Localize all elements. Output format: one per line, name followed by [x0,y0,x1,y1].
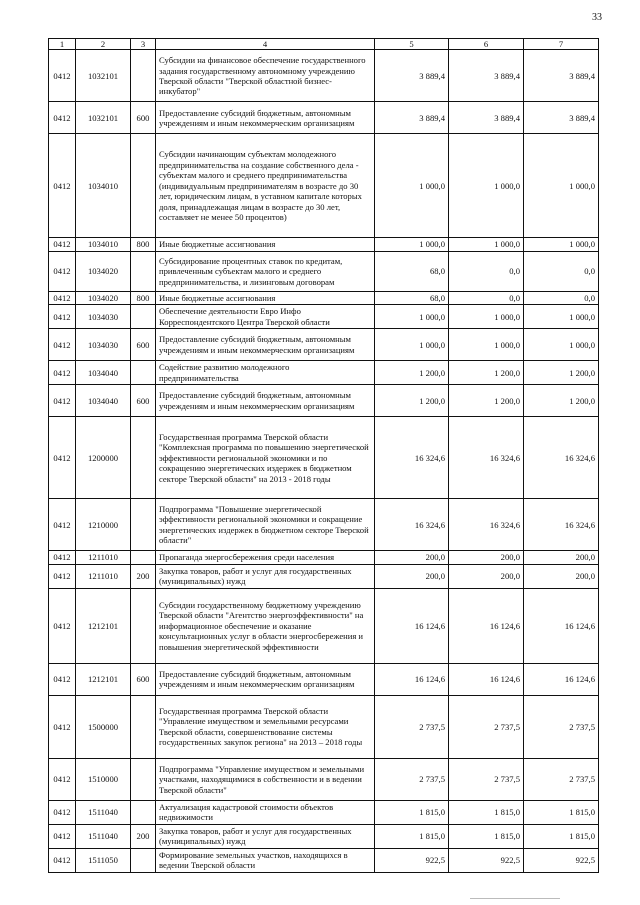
amount-col7-cell: 16 324,6 [524,417,599,499]
amount-col6-cell: 16 324,6 [449,417,524,499]
header-cell: 7 [524,39,599,50]
amount-col5-cell: 3 889,4 [375,50,449,102]
expense-type-cell [131,361,156,385]
table-row [49,305,599,329]
amount-col6-cell: 922,5 [449,848,524,872]
amount-col6-cell: 200,0 [449,551,524,564]
amount-col7-cell: 200,0 [524,551,599,564]
expense-type-cell: 600 [131,102,156,134]
expense-type-cell [131,695,156,758]
target-article-cell: 1510000 [76,758,131,800]
description-cell: Государственная программа Тверской области "Комплексная программа по повышению энергетической эффективности региональной экономики и по сокращению энергетических издержек в бюджетном секторе Тверской области" на 2013 - 2018 годы [156,417,375,499]
amount-col6-cell: 16 124,6 [449,663,524,695]
amount-col6-cell: 1 815,0 [449,800,524,824]
expense-type-cell: 200 [131,824,156,848]
section-code-cell: 0412 [49,102,76,134]
header-row [49,39,599,50]
target-article-cell: 1034040 [76,361,131,385]
section-code-cell: 0412 [49,50,76,102]
amount-col5-cell: 1 200,0 [375,361,449,385]
target-article-cell: 1032101 [76,50,131,102]
scan-mark [470,898,560,899]
amount-col7-cell: 3 889,4 [524,102,599,134]
amount-col6-cell: 0,0 [449,251,524,291]
description-cell: Предоставление субсидий бюджетным, автономным учреждениям и иным некоммерческим организациям [156,102,375,134]
amount-col5-cell: 68,0 [375,291,449,304]
section-code-cell: 0412 [49,800,76,824]
amount-col7-cell: 16 324,6 [524,499,599,551]
amount-col6-cell: 2 737,5 [449,758,524,800]
table-row [49,824,599,848]
target-article-cell: 1212101 [76,663,131,695]
target-article-cell: 1212101 [76,588,131,663]
table-row [49,134,599,238]
table-row [49,50,599,102]
amount-col6-cell: 200,0 [449,564,524,588]
amount-col7-cell: 1 000,0 [524,329,599,361]
section-code-cell: 0412 [49,848,76,872]
amount-col7-cell: 16 124,6 [524,588,599,663]
description-cell: Актуализация кадастровой стоимости объектов недвижимости [156,800,375,824]
amount-col7-cell: 1 815,0 [524,800,599,824]
amount-col6-cell: 1 000,0 [449,329,524,361]
amount-col6-cell: 16 324,6 [449,499,524,551]
target-article-cell: 1034030 [76,329,131,361]
amount-col5-cell: 1 815,0 [375,800,449,824]
table-row [49,291,599,304]
section-code-cell: 0412 [49,824,76,848]
amount-col7-cell: 0,0 [524,291,599,304]
description-cell: Пропаганда энергосбережения среди населения [156,551,375,564]
section-code-cell: 0412 [49,238,76,251]
section-code-cell: 0412 [49,305,76,329]
section-code-cell: 0412 [49,291,76,304]
section-code-cell: 0412 [49,663,76,695]
amount-col6-cell: 3 889,4 [449,50,524,102]
target-article-cell: 1511040 [76,824,131,848]
description-cell: Предоставление субсидий бюджетным, автономным учреждениям и иным некоммерческим организациям [156,385,375,417]
amount-col5-cell: 68,0 [375,251,449,291]
amount-col5-cell: 16 124,6 [375,663,449,695]
expense-type-cell: 200 [131,564,156,588]
amount-col7-cell: 922,5 [524,848,599,872]
amount-col7-cell: 2 737,5 [524,758,599,800]
section-code-cell: 0412 [49,251,76,291]
table-row [49,848,599,872]
expense-type-cell [131,758,156,800]
expense-type-cell [131,134,156,238]
description-cell: Предоставление субсидий бюджетным, автономным учреждениям и иным некоммерческим организациям [156,329,375,361]
target-article-cell: 1034030 [76,305,131,329]
section-code-cell: 0412 [49,417,76,499]
amount-col5-cell: 1 000,0 [375,305,449,329]
description-cell: Иные бюджетные ассигнования [156,238,375,251]
description-cell: Формирование земельных участков, находящихся в ведении Тверской области [156,848,375,872]
description-cell: Субсидии государственному бюджетному учреждению Тверской области "Агентство энергоэффективности" на информационное обеспечение и оказание консультационных услуг в области энергосбережения и повышения энергетической эффективности [156,588,375,663]
amount-col7-cell: 1 000,0 [524,134,599,238]
amount-col5-cell: 16 324,6 [375,499,449,551]
target-article-cell: 1210000 [76,499,131,551]
section-code-cell: 0412 [49,361,76,385]
amount-col5-cell: 1 000,0 [375,329,449,361]
amount-col6-cell: 1 200,0 [449,361,524,385]
description-cell: Подпрограмма "Управление имуществом и земельными участками, находящимися в собственности и в ведении Тверской области" [156,758,375,800]
description-cell: Предоставление субсидий бюджетным, автономным учреждениям и иным некоммерческим организациям [156,663,375,695]
section-code-cell: 0412 [49,564,76,588]
expense-type-cell [131,499,156,551]
expense-type-cell [131,800,156,824]
table-row [49,588,599,663]
section-code-cell: 0412 [49,758,76,800]
header-cell: 1 [49,39,76,50]
amount-col6-cell: 1 000,0 [449,305,524,329]
header-cell: 2 [76,39,131,50]
target-article-cell: 1034020 [76,251,131,291]
target-article-cell: 1200000 [76,417,131,499]
table-row [49,238,599,251]
description-cell: Закупка товаров, работ и услуг для государственных (муниципальных) нужд [156,824,375,848]
target-article-cell: 1211010 [76,564,131,588]
amount-col5-cell: 200,0 [375,564,449,588]
amount-col6-cell: 1 000,0 [449,238,524,251]
table-row [49,361,599,385]
section-code-cell: 0412 [49,499,76,551]
description-cell: Субсидирование процентных ставок по кредитам, привлеченным субъектам малого и среднего предпринимательства, и лизинговым договорам [156,251,375,291]
amount-col6-cell: 3 889,4 [449,102,524,134]
target-article-cell: 1034010 [76,238,131,251]
amount-col6-cell: 1 815,0 [449,824,524,848]
description-cell: Субсидии начинающим субъектам молодежного предпринимательства на создание собственного дела - субъектам малого и среднего предпринимательства (индивидуальным предпринимателям в возрасте до 30 лет, юридическим лицам, в уставном капитале которых доля, принадлежащая лицам в возрасте до 30 лет, составляет не менее 50 процентов) [156,134,375,238]
table-row [49,329,599,361]
header-cell: 3 [131,39,156,50]
description-cell: Государственная программа Тверской области "Управление имуществом и земельными ресурсами Тверской области, совершенствование системы государственных закупок региона" на 2013 – 2018 годы [156,695,375,758]
amount-col5-cell: 1 815,0 [375,824,449,848]
expense-type-cell [131,50,156,102]
amount-col6-cell: 1 000,0 [449,134,524,238]
table-row [49,758,599,800]
target-article-cell: 1500000 [76,695,131,758]
section-code-cell: 0412 [49,385,76,417]
amount-col6-cell: 1 200,0 [449,385,524,417]
amount-col6-cell: 0,0 [449,291,524,304]
amount-col7-cell: 200,0 [524,564,599,588]
description-cell: Субсидии на финансовое обеспечение государственного задания государственному автономному учреждению Тверской области "Тверской областной бизнес-инкубатор" [156,50,375,102]
table-row [49,385,599,417]
expense-type-cell: 600 [131,329,156,361]
expense-type-cell: 800 [131,238,156,251]
amount-col5-cell: 2 737,5 [375,758,449,800]
table-row [49,417,599,499]
target-article-cell: 1511040 [76,800,131,824]
expense-type-cell [131,848,156,872]
amount-col5-cell: 922,5 [375,848,449,872]
description-cell: Иные бюджетные ассигнования [156,291,375,304]
expense-type-cell: 800 [131,291,156,304]
budget-table [48,38,599,873]
amount-col7-cell: 3 889,4 [524,50,599,102]
header-cell: 6 [449,39,524,50]
table-row [49,551,599,564]
amount-col6-cell: 2 737,5 [449,695,524,758]
table-row [49,102,599,134]
expense-type-cell [131,551,156,564]
table-row [49,800,599,824]
section-code-cell: 0412 [49,551,76,564]
amount-col5-cell: 1 200,0 [375,385,449,417]
expense-type-cell [131,305,156,329]
expense-type-cell: 600 [131,385,156,417]
page-number: 33 [592,12,602,23]
amount-col5-cell: 2 737,5 [375,695,449,758]
amount-col5-cell: 3 889,4 [375,102,449,134]
amount-col7-cell: 1 200,0 [524,385,599,417]
amount-col5-cell: 16 324,6 [375,417,449,499]
target-article-cell: 1034020 [76,291,131,304]
table-row [49,251,599,291]
table-row [49,663,599,695]
expense-type-cell [131,417,156,499]
target-article-cell: 1032101 [76,102,131,134]
target-article-cell: 1034040 [76,385,131,417]
amount-col6-cell: 16 124,6 [449,588,524,663]
amount-col7-cell: 16 124,6 [524,663,599,695]
amount-col7-cell: 1 000,0 [524,238,599,251]
description-cell: Закупка товаров, работ и услуг для государственных (муниципальных) нужд [156,564,375,588]
target-article-cell: 1211010 [76,551,131,564]
amount-col7-cell: 1 815,0 [524,824,599,848]
header-cell: 5 [375,39,449,50]
amount-col5-cell: 200,0 [375,551,449,564]
description-cell: Обеспечение деятельности Евро Инфо Корреспондентского Центра Тверской области [156,305,375,329]
target-article-cell: 1511050 [76,848,131,872]
expense-type-cell [131,588,156,663]
amount-col5-cell: 16 124,6 [375,588,449,663]
amount-col7-cell: 2 737,5 [524,695,599,758]
table-row [49,695,599,758]
expense-type-cell [131,251,156,291]
target-article-cell: 1034010 [76,134,131,238]
header-cell: 4 [156,39,375,50]
amount-col7-cell: 1 200,0 [524,361,599,385]
section-code-cell: 0412 [49,588,76,663]
table-row [49,499,599,551]
section-code-cell: 0412 [49,329,76,361]
amount-col5-cell: 1 000,0 [375,238,449,251]
expense-type-cell: 600 [131,663,156,695]
description-cell: Подпрограмма "Повышение энергетической эффективности региональной экономики и сокращение энергетических издержек в бюджетном секторе Тверской области" [156,499,375,551]
description-cell: Содействие развитию молодежного предпринимательства [156,361,375,385]
table-row [49,564,599,588]
section-code-cell: 0412 [49,134,76,238]
section-code-cell: 0412 [49,695,76,758]
amount-col7-cell: 0,0 [524,251,599,291]
amount-col5-cell: 1 000,0 [375,134,449,238]
amount-col7-cell: 1 000,0 [524,305,599,329]
